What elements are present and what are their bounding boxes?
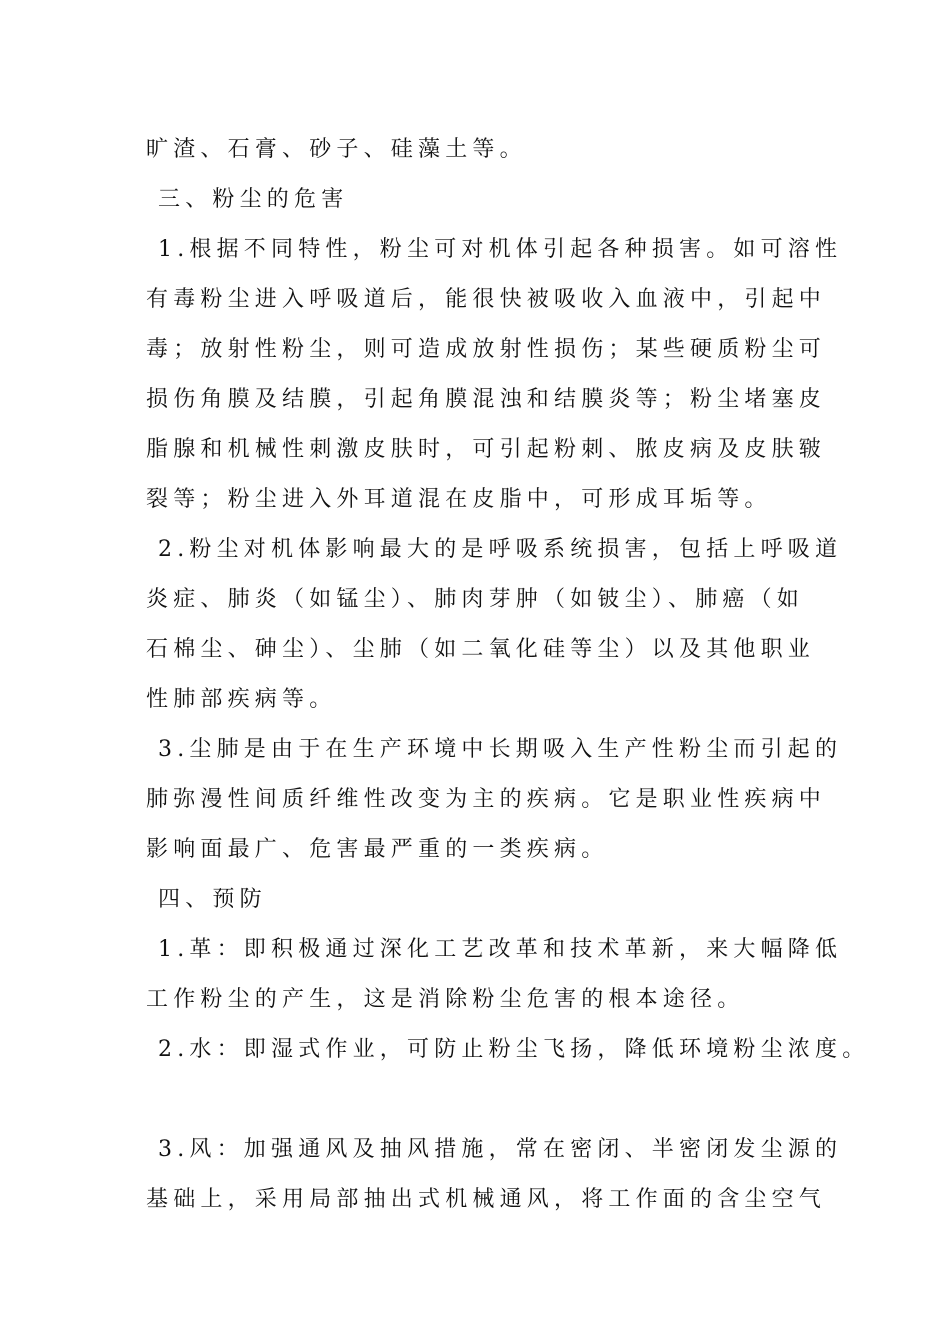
text-line: 2.粉尘对机体影响最大的是呼吸系统损害，包括上呼吸道	[158, 537, 843, 562]
section-heading: 四、预防	[158, 887, 267, 912]
text-line: 工作粉尘的产生，这是消除粉尘危害的根本途径。	[146, 987, 745, 1012]
text-line: 毒；放射性粉尘，则可造成放射性损伤；某些硬质粉尘可	[146, 337, 827, 362]
text-line: 1.革：即积极通过深化工艺改革和技术革新，来大幅降低	[158, 937, 843, 962]
text-line: 基础上，采用局部抽出式机械通风，将工作面的含尘空气	[146, 1187, 827, 1212]
text-line: 2.水：即湿式作业，可防止粉尘飞扬，降低环境粉尘浓度。	[158, 1037, 870, 1062]
text-line: 3.风：加强通风及抽风措施，常在密闭、半密闭发尘源的	[158, 1137, 843, 1162]
text-line: 损伤角膜及结膜，引起角膜混浊和结膜炎等；粉尘堵塞皮	[146, 387, 827, 412]
text-line: 性肺部疾病等。	[146, 687, 337, 712]
text-line: 脂腺和机械性刺激皮肤时，可引起粉刺、脓皮病及皮肤皲	[146, 437, 827, 462]
text-line: 影响面最广、危害最严重的一类疾病。	[146, 837, 609, 862]
text-line: 有毒粉尘进入呼吸道后，能很快被吸收入血液中，引起中	[146, 287, 827, 312]
text-line: 1.根据不同特性，粉尘可对机体引起各种损害。如可溶性	[158, 237, 843, 262]
text-line: 3.尘肺是由于在生产环境中长期吸入生产性粉尘而引起的	[158, 737, 843, 762]
text-line: 裂等；粉尘进入外耳道混在皮脂中，可形成耳垢等。	[146, 487, 772, 512]
text-line: 石棉尘、砷尘）、尘肺（如二氧化硅等尘）以及其他职业	[146, 637, 816, 662]
section-heading: 三、粉尘的危害	[158, 187, 349, 212]
text-line: 炎症、肺炎（如锰尘）、肺肉芽肿（如铍尘）、肺癌（如	[146, 587, 805, 612]
text-line: 肺弥漫性间质纤维性改变为主的疾病。它是职业性疾病中	[146, 787, 827, 812]
text-line: 旷渣、石膏、砂子、硅藻土等。	[146, 137, 527, 162]
